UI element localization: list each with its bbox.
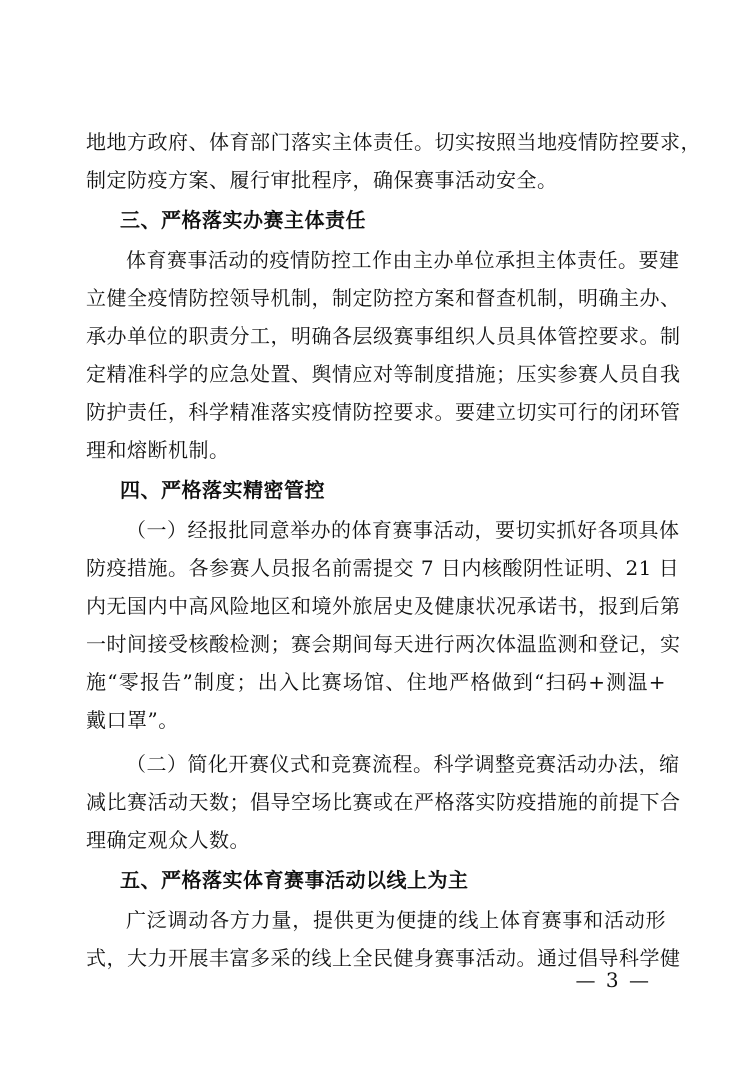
- text-line: 承办单位的职责分工，明确各层级赛事组织人员具体管控要求。制: [86, 324, 681, 348]
- paragraph: [86, 241, 681, 469]
- text-line: 地地方政府、体育部门落实主体责任。切实按照当地疫情防控要求，: [86, 130, 701, 154]
- text-line: 减比赛活动天数；倡导空场比赛或在严格落实防疫措施的前提下合: [86, 790, 681, 814]
- text-line: 内无国内中高风险地区和境外旅居史及健康状况承诺书，报到后第: [86, 594, 681, 618]
- text-line: 广泛调动各方力量，提供更为便捷的线上体育赛事和活动形: [126, 908, 666, 932]
- section-heading-5: 五、严格落实体育赛事活动以线上为主: [120, 868, 469, 892]
- text-line: 制定防疫方案、履行审批程序，确保赛事活动安全。: [86, 168, 558, 192]
- paragraph: [86, 745, 681, 859]
- text-line: 防疫措施。各参赛人员报名前需提交 7 日内核酸阴性证明、21 日: [86, 556, 680, 580]
- text-line: 定精准科学的应急处置、舆情应对等制度措施；压实参赛人员自我: [86, 362, 681, 386]
- paragraph: [86, 511, 681, 739]
- text-line: 一时间接受核酸检测；赛会期间每天进行两次体温监测和登记，实: [86, 632, 681, 656]
- section-heading-3: 三、严格落实办赛主体责任: [120, 208, 366, 232]
- text-line: 体育赛事活动的疫情防控工作由主办单位承担主体责任。要建: [126, 248, 680, 272]
- paragraph: [86, 123, 701, 199]
- text-line: （一）经报批同意举办的体育赛事活动，要切实抓好各项具体: [126, 518, 680, 542]
- text-line: 理确定观众人数。: [86, 828, 250, 852]
- page-number: — 3 —: [575, 968, 651, 992]
- text-line: （二）简化开赛仪式和竞赛流程。科学调整竞赛活动办法，缩: [126, 752, 680, 776]
- text-line: 式，大力开展丰富多采的线上全民健身赛事活动。通过倡导科学健: [86, 946, 681, 970]
- text-line: 施“零报告”制度；出入比赛场馆、住地严格做到“扫码+测温+: [86, 670, 666, 694]
- text-line: 戴口罩”。: [86, 708, 179, 732]
- text-line: 理和熔断机制。: [86, 438, 230, 462]
- text-line: 防护责任，科学精准落实疫情防控要求。要建立切实可行的闭环管: [86, 400, 681, 424]
- section-heading-4: 四、严格落实精密管控: [120, 478, 325, 502]
- paragraph: [86, 901, 681, 977]
- text-line: 立健全疫情防控领导机制，制定防控方案和督查机制，明确主办、: [86, 286, 681, 310]
- document-body: [86, 123, 701, 977]
